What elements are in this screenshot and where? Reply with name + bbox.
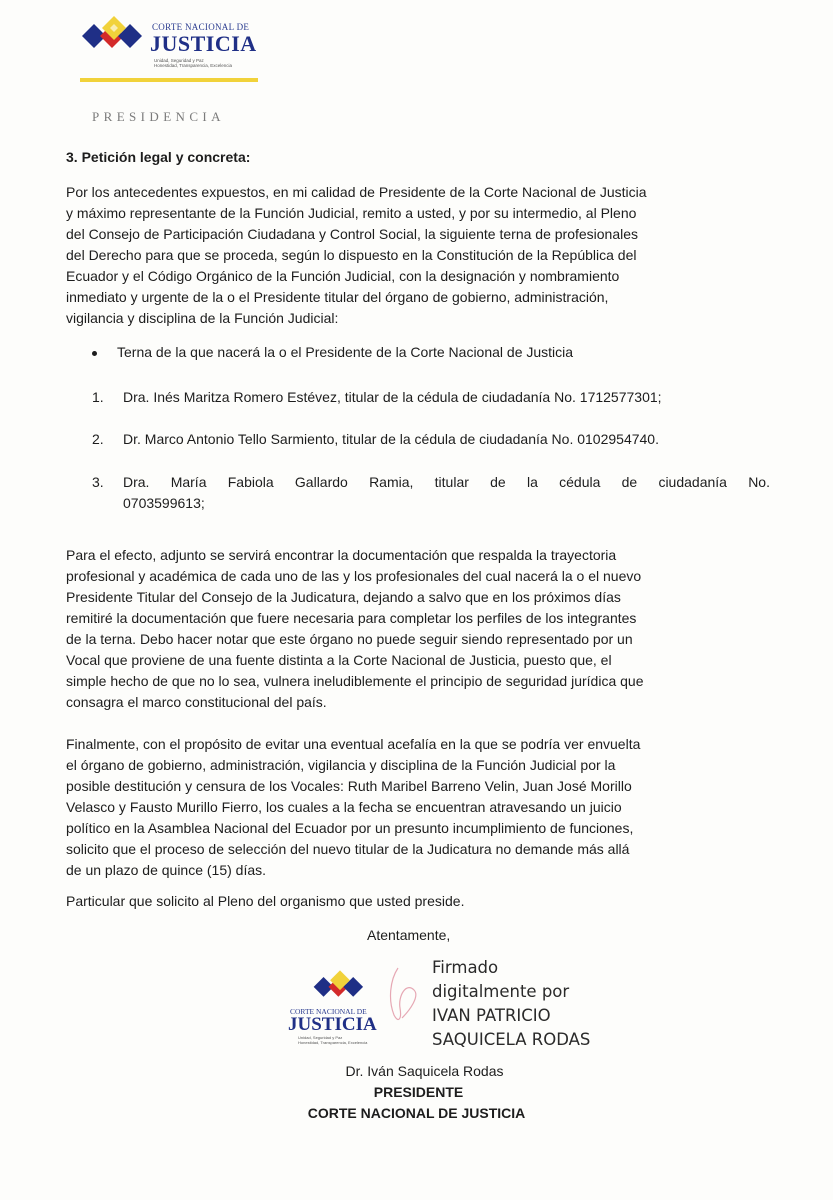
paragraph-line: político en la Asamblea Nacional del Ecuador por un presunto incumplimiento de funciones, bbox=[66, 820, 634, 836]
paragraph-line: del Derecho para que se proceda, según lo dispuesto en la Constitución de la República del bbox=[66, 247, 637, 263]
logo-tagline bbox=[154, 58, 232, 68]
digital-signature-line: IVAN PATRICIO bbox=[432, 1006, 551, 1025]
candidate-number: 3. bbox=[92, 474, 104, 490]
logo-tagline-2: Honestidad, Transparencia, Excelencia bbox=[154, 63, 233, 68]
stamp-tagline-1: Unidad, Seguridad y Paz bbox=[298, 1035, 343, 1040]
candidate-text: Dra. Inés Maritza Romero Estévez, titular de la cédula de ciudadanía No. 1712577301; bbox=[123, 389, 662, 405]
digital-signature-text bbox=[432, 956, 590, 1052]
candidate-text: Dra. María Fabiola Gallardo Ramia, titular de la cédula de ciudadanía No. bbox=[123, 474, 770, 490]
paragraph-line: del Consejo de Participación Ciudadana y Control Social, la siguiente terna de profesionales bbox=[66, 226, 639, 242]
stamp-tagline-2: Honestidad, Transparencia, Excelencia bbox=[298, 1039, 368, 1045]
paragraph-line: el órgano de gobierno, administración, vigilancia y disciplina de la Función Judicial por la bbox=[66, 757, 616, 773]
signer-name: Dr. Iván Saquicela Rodas bbox=[345, 1063, 504, 1079]
paragraph-line: remitiré la documentación que fuere necesaria para completar los perfiles de los integrantes bbox=[66, 610, 637, 626]
paragraph-line: Velasco y Fausto Murillo Fierro, los cuales a la fecha se encuentran atravesando un juicio bbox=[66, 799, 622, 815]
paragraph-line: solicito que el proceso de selección del nuevo titular de la Judicatura no demande más allá bbox=[66, 841, 630, 857]
paragraph-line: profesional y académica de cada uno de las y los profesionales del cual nacerá la o el nuevo bbox=[66, 568, 642, 584]
paragraph-line: consagra el marco constitucional del país. bbox=[66, 694, 327, 710]
court-emblem-icon bbox=[312, 968, 368, 1004]
candidate-number: 1. bbox=[92, 389, 104, 405]
court-emblem-icon bbox=[80, 14, 148, 56]
candidate-text-cont: 0703599613; bbox=[123, 495, 205, 511]
logo-org-small: CORTE NACIONAL DE bbox=[152, 22, 250, 32]
paragraph-line: Finalmente, con el propósito de evitar una eventual acefalía en la que se podría ver envuelta bbox=[66, 736, 641, 752]
presidencia-label: PRESIDENCIA bbox=[92, 109, 225, 124]
candidate-number: 2. bbox=[92, 431, 104, 447]
signer-org: CORTE NACIONAL DE JUSTICIA bbox=[307, 1105, 526, 1121]
paragraph-line: de un plazo de quince (15) días. bbox=[66, 862, 267, 878]
paragraph-line: Por los antecedentes expuestos, en mi calidad de Presidente de la Corte Nacional de Justicia bbox=[66, 184, 647, 200]
bullet-text: Terna de la que nacerá la o el Presidente de la Corte Nacional de Justicia bbox=[117, 344, 574, 360]
digital-signature-line: SAQUICELA RODAS bbox=[432, 1030, 591, 1049]
stamp-org-big: JUSTICIA bbox=[288, 1014, 377, 1035]
logo-org-big: JUSTICIA bbox=[150, 31, 257, 56]
terna-bullet bbox=[92, 344, 573, 360]
stamp-org-small: CORTE NACIONAL DE bbox=[290, 1007, 367, 1016]
signer-role: PRESIDENTE bbox=[373, 1084, 464, 1100]
stamp-tagline bbox=[298, 1036, 367, 1045]
paragraph-line: Ecuador y el Código Orgánico de la Función Judicial, con la designación y nombramiento bbox=[66, 268, 620, 284]
handwritten-signature bbox=[380, 960, 430, 1030]
digital-signature-line: Firmado bbox=[432, 958, 499, 977]
paragraph-line: Vocal que proviene de una fuente distinta a la Corte Nacional de Justicia, puesto que, el bbox=[66, 652, 612, 668]
logo-tagline-1: Unidad, Seguridad y Paz bbox=[154, 58, 204, 63]
closing-text: Atentamente, bbox=[367, 927, 451, 943]
paragraph-line: y máximo representante de la Función Judicial, remito a usted, y por su intermedio, al Pleno bbox=[66, 205, 637, 221]
paragraph-line: vigilancia y disciplina de la Función Judicial: bbox=[66, 310, 339, 326]
paragraph-line: simple hecho de que no lo sea, vulnera ineludiblemente el principio de seguridad jurídica que bbox=[66, 673, 644, 689]
bullet-dot-icon bbox=[92, 351, 97, 356]
paragraph-line: de la terna. Debo hacer notar que este órgano no puede seguir siendo representado por un bbox=[66, 631, 633, 647]
header-divider bbox=[80, 78, 258, 82]
paragraph-line: Para el efecto, adjunto se servirá encontrar la documentación que respalda la trayectoria bbox=[66, 547, 617, 563]
request-line: Particular que solicito al Pleno del organismo que usted preside. bbox=[66, 893, 465, 909]
header-logo bbox=[76, 8, 266, 88]
candidate-text: Dr. Marco Antonio Tello Sarmiento, titular de la cédula de ciudadanía No. 0102954740. bbox=[123, 431, 659, 447]
paragraph-line: inmediato y urgente de la o el Presidente titular del órgano de gobierno, administración, bbox=[66, 289, 609, 305]
section-heading: 3. Petición legal y concreta: bbox=[66, 149, 251, 165]
paragraph-line: posible destitución y censura de los Vocales: Ruth Maribel Barreno Velin, Juan José Morillo bbox=[66, 778, 632, 794]
digital-signature-line: digitalmente por bbox=[432, 982, 570, 1001]
paragraph-line: Presidente Titular del Consejo de la Judicatura, dejando a salvo que en los próximos días bbox=[66, 589, 621, 605]
